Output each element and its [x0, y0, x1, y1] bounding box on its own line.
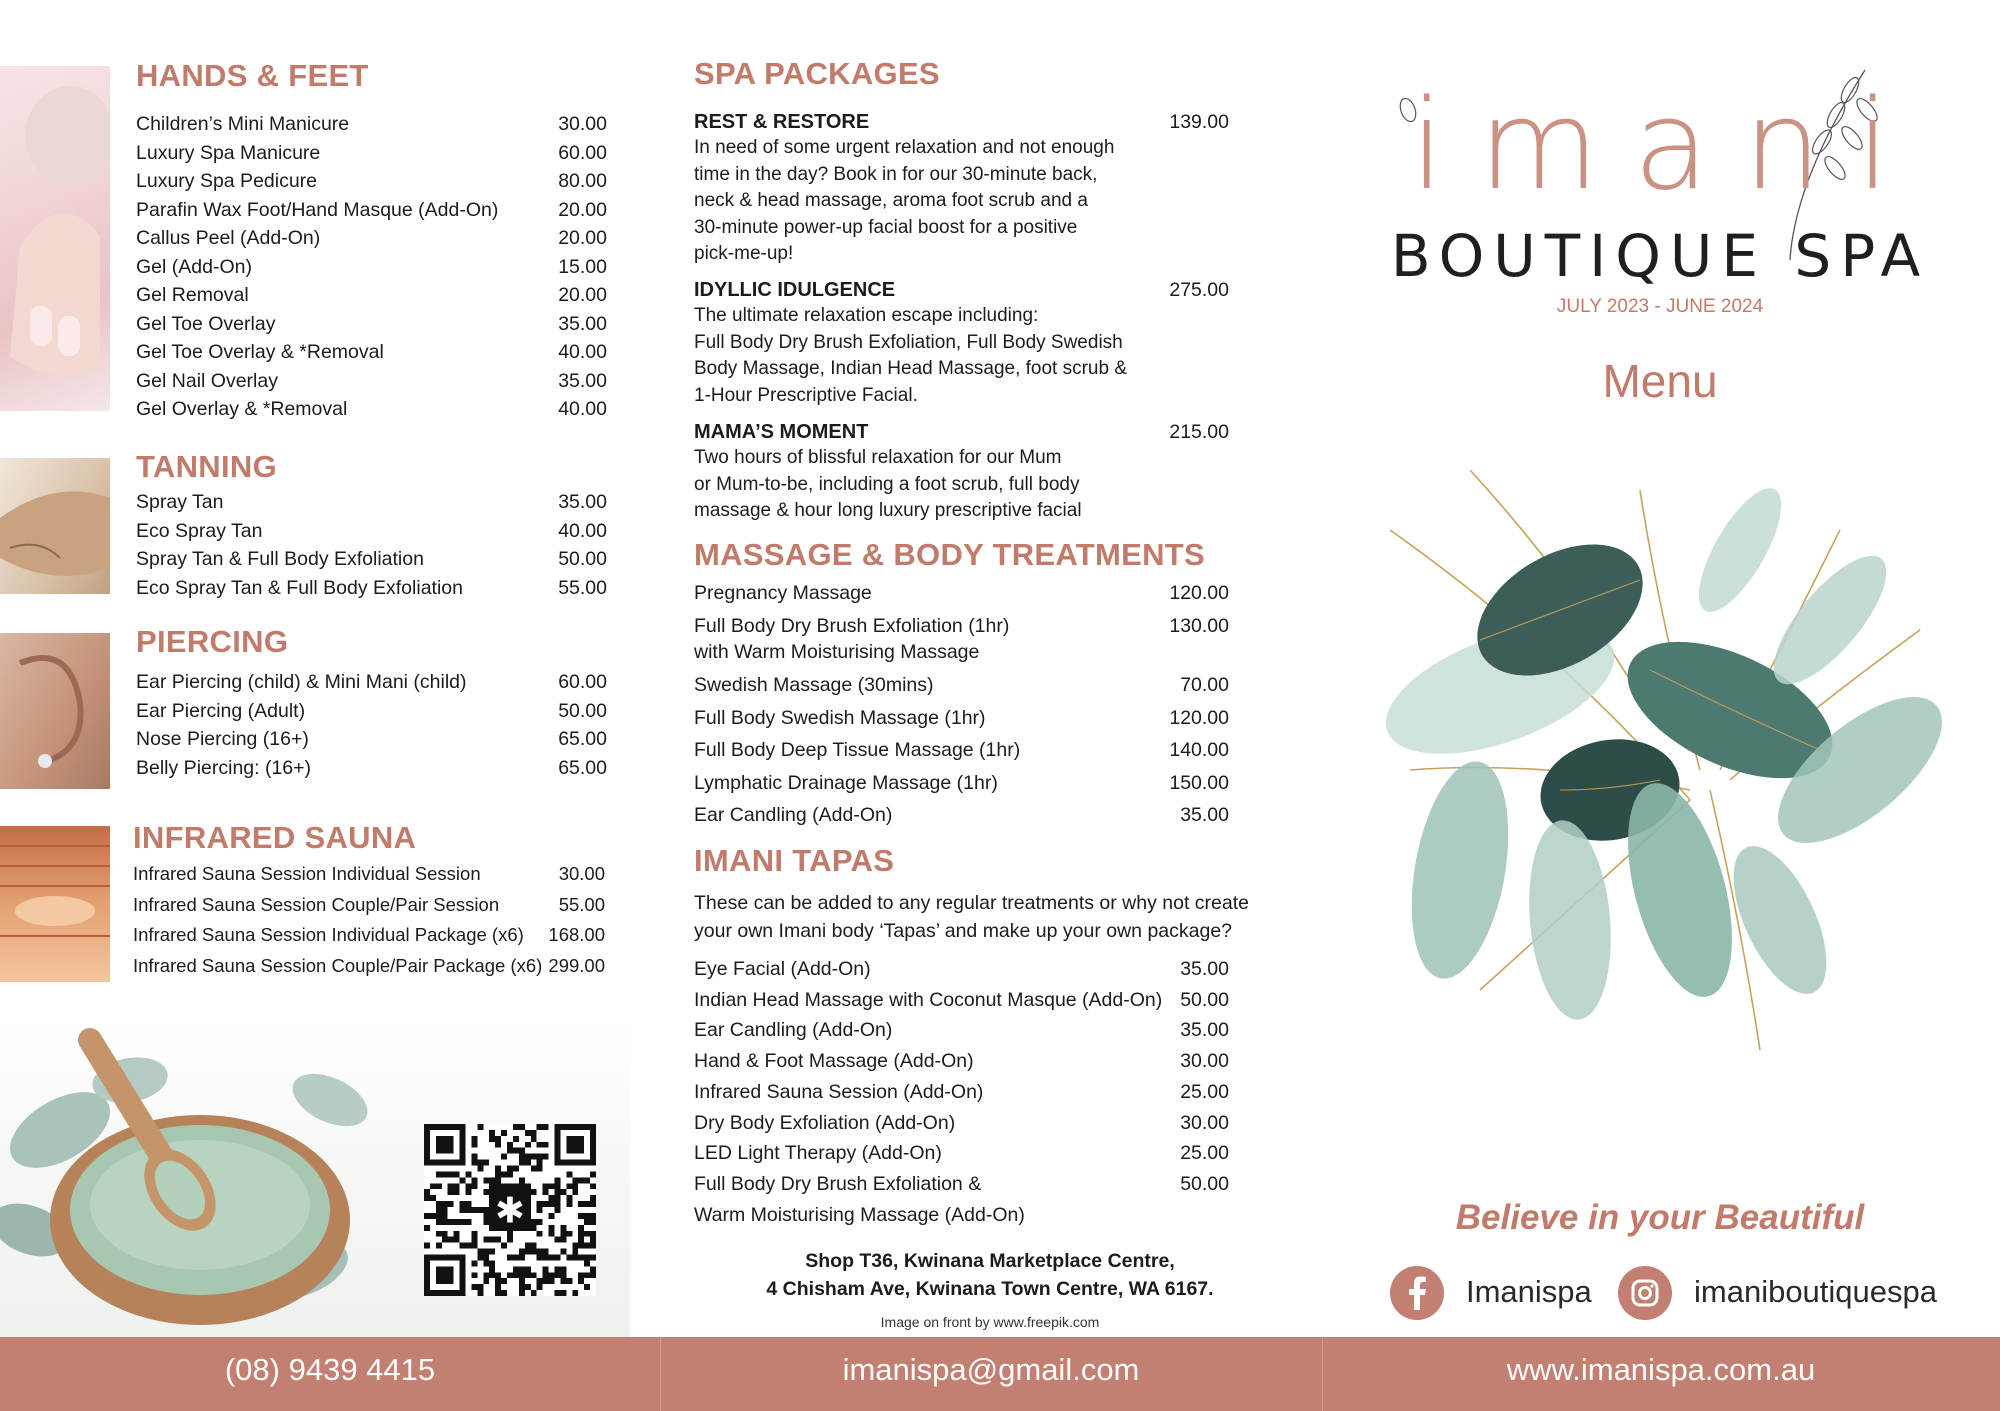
package-description-line: pick-me-up! — [694, 243, 794, 264]
package-name: MAMA’S MOMENT — [694, 421, 869, 443]
menu-item-price: 299.00 — [548, 954, 605, 976]
tanning-photo — [0, 458, 110, 594]
menu-item-price: 50.00 — [558, 548, 607, 570]
menu-item-name: Nose Piercing (16+) — [136, 728, 309, 750]
menu-item-price: 20.00 — [558, 227, 607, 249]
menu-item-name: Eco Spray Tan & Full Body Exfoliation — [136, 576, 463, 599]
massage-item-price: 35.00 — [1180, 804, 1229, 826]
menu-dates: JULY 2023 - JUNE 2024 — [1556, 296, 1764, 317]
menu-item-price: 35.00 — [558, 369, 607, 392]
tapas-item-name: LED Light Therapy (Add-On) — [694, 1142, 942, 1165]
menu-item-price: 50.00 — [558, 699, 607, 722]
tagline: Believe in your Beautiful — [1455, 1198, 1865, 1237]
menu-item-name: Children’s Mini Manicure — [136, 113, 350, 135]
instagram-handle[interactable]: imaniboutiquespa — [1694, 1274, 1938, 1309]
piercing-photo — [0, 633, 110, 789]
facebook-icon[interactable] — [1390, 1266, 1444, 1320]
menu-item-price: 30.00 — [558, 113, 607, 135]
tapas-item-name: Infrared Sauna Session (Add-On) — [694, 1080, 984, 1103]
menu-item-name: Gel Overlay & *Removal — [136, 398, 348, 420]
massage-title: MASSAGE & BODY TREATMENTS — [694, 537, 1205, 572]
tapas-item-name: Indian Head Massage with Coconut Masque (Add-On) — [694, 988, 1163, 1011]
menu-item-name: Spray Tan & Full Body Exfoliation — [136, 548, 424, 570]
menu-item-price: 55.00 — [558, 893, 605, 915]
massage-item-price: 150.00 — [1169, 772, 1229, 794]
tapas-item-name: Eye Facial (Add-On) — [694, 958, 871, 980]
menu-heading: Menu — [1602, 355, 1718, 407]
package-price: 139.00 — [1169, 111, 1229, 133]
tapas-item-price: 35.00 — [1180, 958, 1229, 980]
massage-item-name: Full Body Deep Tissue Massage (1hr) — [694, 739, 1021, 761]
massage-item-price: 120.00 — [1169, 582, 1229, 604]
tapas-item-price: 30.00 — [1180, 1050, 1229, 1073]
address-line-1: Shop T36, Kwinana Marketplace Centre, — [805, 1250, 1175, 1272]
tapas-item-price: 30.00 — [1180, 1111, 1229, 1134]
menu-item-price: 35.00 — [558, 491, 607, 513]
menu-item-name: Infrared Sauna Session Individual Package (x6) — [133, 924, 524, 945]
tapas-item-name: Hand & Foot Massage (Add-On) — [694, 1050, 974, 1073]
menu-item-name: Infrared Sauna Session Couple/Pair Session — [133, 893, 500, 915]
image-credit: Image on front by www.freepik.com — [880, 1314, 1100, 1330]
sauna-title: INFRARED SAUNA — [133, 820, 417, 855]
menu-item-name: Ear Piercing (child) & Mini Mani (child) — [136, 671, 467, 693]
hands-photo — [0, 66, 110, 411]
package-description-line: neck & head massage, aroma foot scrub and a — [694, 190, 1088, 211]
tanning-title: TANNING — [136, 449, 278, 484]
package-name: IDYLLIC IDULGENCE — [694, 279, 896, 301]
massage-item-price: 140.00 — [1169, 739, 1229, 761]
package-description-line: In need of some urgent relaxation and not enough — [694, 137, 1115, 158]
package-name: REST & RESTORE — [694, 111, 870, 133]
tapas-intro-1: These can be added to any regular treatments or why not create — [694, 892, 1249, 914]
tapas-item-name: Full Body Dry Brush Exfoliation & — [694, 1172, 982, 1195]
package-description-line: 1-Hour Prescriptive Facial. — [694, 384, 918, 406]
menu-item-name: Gel (Add-On) — [136, 255, 252, 278]
facebook-handle[interactable]: Imanispa — [1466, 1274, 1592, 1309]
menu-item-name: Ear Piercing (Adult) — [136, 699, 306, 722]
menu-item-price: 35.00 — [558, 312, 607, 335]
menu-item-price: 80.00 — [558, 170, 607, 192]
sauna-photo — [0, 826, 110, 982]
tapas-item-price: 35.00 — [1180, 1019, 1229, 1042]
menu-item-price: 40.00 — [558, 519, 607, 542]
hands-feet-title: HANDS & FEET — [136, 58, 369, 93]
massage-item-name: Full Body Dry Brush Exfoliation (1hr) — [694, 615, 1010, 637]
tapas-item-price: 25.00 — [1180, 1142, 1229, 1165]
tapas-item-name: Dry Body Exfoliation (Add-On) — [694, 1111, 956, 1134]
massage-item-name: Full Body Swedish Massage (1hr) — [694, 707, 986, 729]
menu-item-name: Infrared Sauna Session Couple/Pair Package (x6) — [133, 954, 543, 976]
tapas-item-name: Ear Candling (Add-On) — [694, 1019, 893, 1042]
package-description-line: time in the day? Book in for our 30-minute back, — [694, 163, 1098, 185]
tapas-item-name-line2: Warm Moisturising Massage (Add-On) — [694, 1203, 1025, 1226]
package-description-line: massage & hour long luxury prescriptive facial — [694, 500, 1082, 521]
menu-item-price: 20.00 — [558, 284, 607, 306]
menu-item-name: Gel Removal — [136, 284, 249, 306]
menu-item-name: Parafin Wax Foot/Hand Masque (Add-On) — [136, 198, 499, 221]
package-description-line: or Mum-to-be, including a foot scrub, full body — [694, 473, 1080, 495]
packages-title: SPA PACKAGES — [694, 56, 940, 91]
menu-item-name: Luxury Spa Pedicure — [136, 170, 318, 192]
menu-item-name: Belly Piercing: (16+) — [136, 756, 312, 779]
massage-item-name: Swedish Massage (30mins) — [694, 674, 934, 696]
package-description-line: Body Massage, Indian Head Massage, foot scrub & — [694, 358, 1128, 379]
massage-item-name: Ear Candling (Add-On) — [694, 804, 893, 826]
piercing-title: PIERCING — [136, 624, 289, 659]
instagram-icon[interactable] — [1618, 1266, 1672, 1320]
menu-item-name: Callus Peel (Add-On) — [136, 227, 321, 249]
footer-phone[interactable]: (08) 9439 4415 — [224, 1352, 436, 1387]
menu-item-price: 55.00 — [558, 576, 607, 599]
menu-item-name: Spray Tan — [136, 491, 224, 513]
menu-item-name: Eco Spray Tan — [136, 519, 263, 542]
menu-item-name: Gel Toe Overlay — [136, 312, 276, 335]
eucalyptus-illustration — [1360, 470, 1960, 1090]
svg-text:✱: ✱ — [495, 1190, 525, 1231]
package-description-line: The ultimate relaxation escape including: — [694, 305, 1039, 326]
package-price: 215.00 — [1169, 421, 1229, 443]
menu-item-price: 15.00 — [558, 255, 607, 278]
massage-item-price: 120.00 — [1169, 707, 1229, 729]
logo-subtitle: BOUTIQUE SPA — [1390, 222, 1930, 290]
menu-item-price: 60.00 — [558, 671, 607, 693]
massage-item-name: Pregnancy Massage — [694, 582, 872, 604]
menu-item-price: 60.00 — [558, 141, 607, 164]
tapas-item-price: 50.00 — [1180, 1172, 1229, 1195]
massage-item-name: Lymphatic Drainage Massage (1hr) — [694, 772, 998, 794]
massage-item-price: 70.00 — [1180, 674, 1229, 696]
menu-item-name: Luxury Spa Manicure — [136, 141, 321, 164]
footer-website[interactable]: www.imanispa.com.au — [1506, 1352, 1816, 1387]
menu-item-price: 40.00 — [558, 398, 607, 420]
package-description-line: Two hours of blissful relaxation for our Mum — [694, 447, 1062, 468]
logo-wordmark: imani — [1410, 74, 1925, 218]
tapas-intro-2: your own Imani body ‘Tapas’ and make up your own package? — [694, 920, 1233, 942]
massage-item-price: 130.00 — [1169, 615, 1229, 637]
menu-item-price: 30.00 — [558, 863, 605, 884]
footer-email[interactable]: imanispa@gmail.com — [842, 1352, 1140, 1387]
massage-item-name-line2: with Warm Moisturising Massage — [694, 641, 980, 663]
package-price: 275.00 — [1169, 279, 1229, 301]
menu-item-price: 20.00 — [558, 198, 607, 221]
package-description-line: 30-minute power-up facial boost for a positive — [694, 216, 1078, 238]
package-description-line: Full Body Dry Brush Exfoliation, Full Body Swedish — [694, 331, 1123, 353]
menu-item-price: 65.00 — [558, 728, 607, 750]
qr-code[interactable] — [424, 1124, 596, 1296]
tapas-item-price: 25.00 — [1180, 1080, 1229, 1103]
menu-item-name: Gel Nail Overlay — [136, 369, 278, 392]
menu-item-name: Gel Toe Overlay & *Removal — [136, 341, 384, 363]
menu-item-price: 168.00 — [548, 924, 605, 945]
menu-item-name: Infrared Sauna Session Individual Session — [133, 863, 481, 884]
menu-item-price: 65.00 — [558, 756, 607, 779]
tapas-title: IMANI TAPAS — [694, 843, 895, 878]
tapas-item-price: 50.00 — [1180, 988, 1229, 1011]
address-line-2: 4 Chisham Ave, Kwinana Town Centre, WA 6167. — [766, 1278, 1214, 1300]
menu-item-price: 40.00 — [558, 341, 607, 363]
